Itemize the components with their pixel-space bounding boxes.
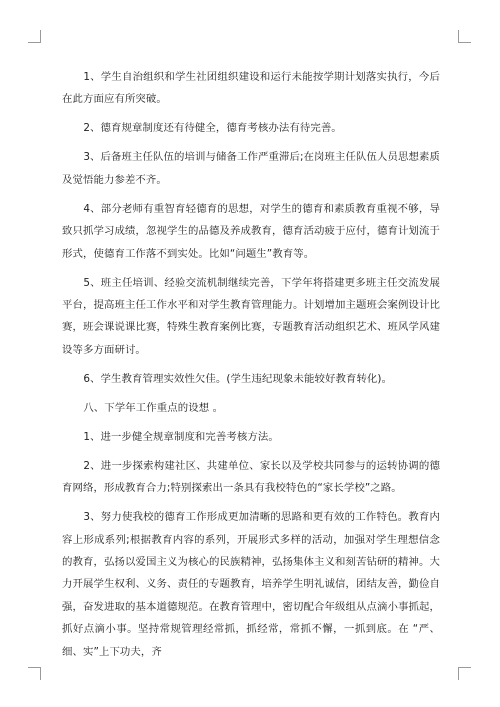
paragraph-3: 3、后备班主任队伍的培训与储备工作严重滞后;在岗班主任队伍人员思想素质及觉悟能力参差不齐。 — [62, 151, 440, 186]
crop-mark-top-left — [28, 30, 41, 43]
paragraph-5: 5、班主任培训、经验交流机制继续完善，下学年将搭建更多班主任交流发展平台，提高班主任工作水平和对学生教育管理能力。计划增加主题班会案例设计比赛，班会课说课比赛，特殊生教育案例比赛，专题教育活动组织艺术、班风学风建设等多方面研讨。 — [62, 276, 440, 356]
crop-mark-bottom-left — [28, 667, 41, 680]
paragraph-9: 3、努力使我校的德育工作形成更加清晰的思路和更有效的工作特色。教育内容上形成系列;根据教育内容的系列，开展形式多样的活动，加强对学生理想信念的教育，弘扬以爱国主义为核心的民族精神，弘扬集体主义和刻苦钻研的精神。大力开展学生权利、义务、责任的专题教育，培养学生明礼诚信，团结友善，勤俭自强，奋发进取的基本道德规范。在教育管理中，密切配合年级组从点滴小事抓起， 抓好点滴小事。坚持常规管理经常抓，抓经常，常抓不懈，一抓到底。在 “严、细、实”上下功夫，齐 — [62, 511, 440, 658]
paragraph-4: 4、部分老师有重智育轻德育的思想，对学生的德育和素质教育重视不够，导致只抓学习成绩，忽视学生的品德及养成教育，德育活动疲于应付，德育计划流于形式，使德育工作落不到实处。比如“问题生”教育等。 — [62, 202, 440, 260]
crop-mark-bottom-right — [458, 667, 471, 680]
crop-mark-top-right — [458, 30, 471, 43]
paragraph-8: 2、进一步探索构建社区、共建单位、家长以及学校共同参与的运转协调的德育网络，形成教育合力;特别探索出一条具有我校特色的“家长学校”之路。 — [62, 459, 440, 495]
paragraph-6: 6、学生教育管理实效性欠佳。(学生违纪现象未能较好教育转化)。 — [83, 372, 393, 385]
section-heading: 八、下学年工作重点的设想 。 — [83, 401, 224, 414]
document-body — [62, 66, 440, 670]
paragraph-2: 2、德育规章制度还有待健全，德育考核办法有待完善。 — [83, 122, 342, 135]
paragraph-7: 1、进一步健全规章制度和完善考核方法。 — [83, 430, 279, 443]
paragraph-1: 1、学生自治组织和学生社团组织建设和运行未能按学期计划落实执行，今后在此方面应有所突破。 — [62, 71, 440, 106]
